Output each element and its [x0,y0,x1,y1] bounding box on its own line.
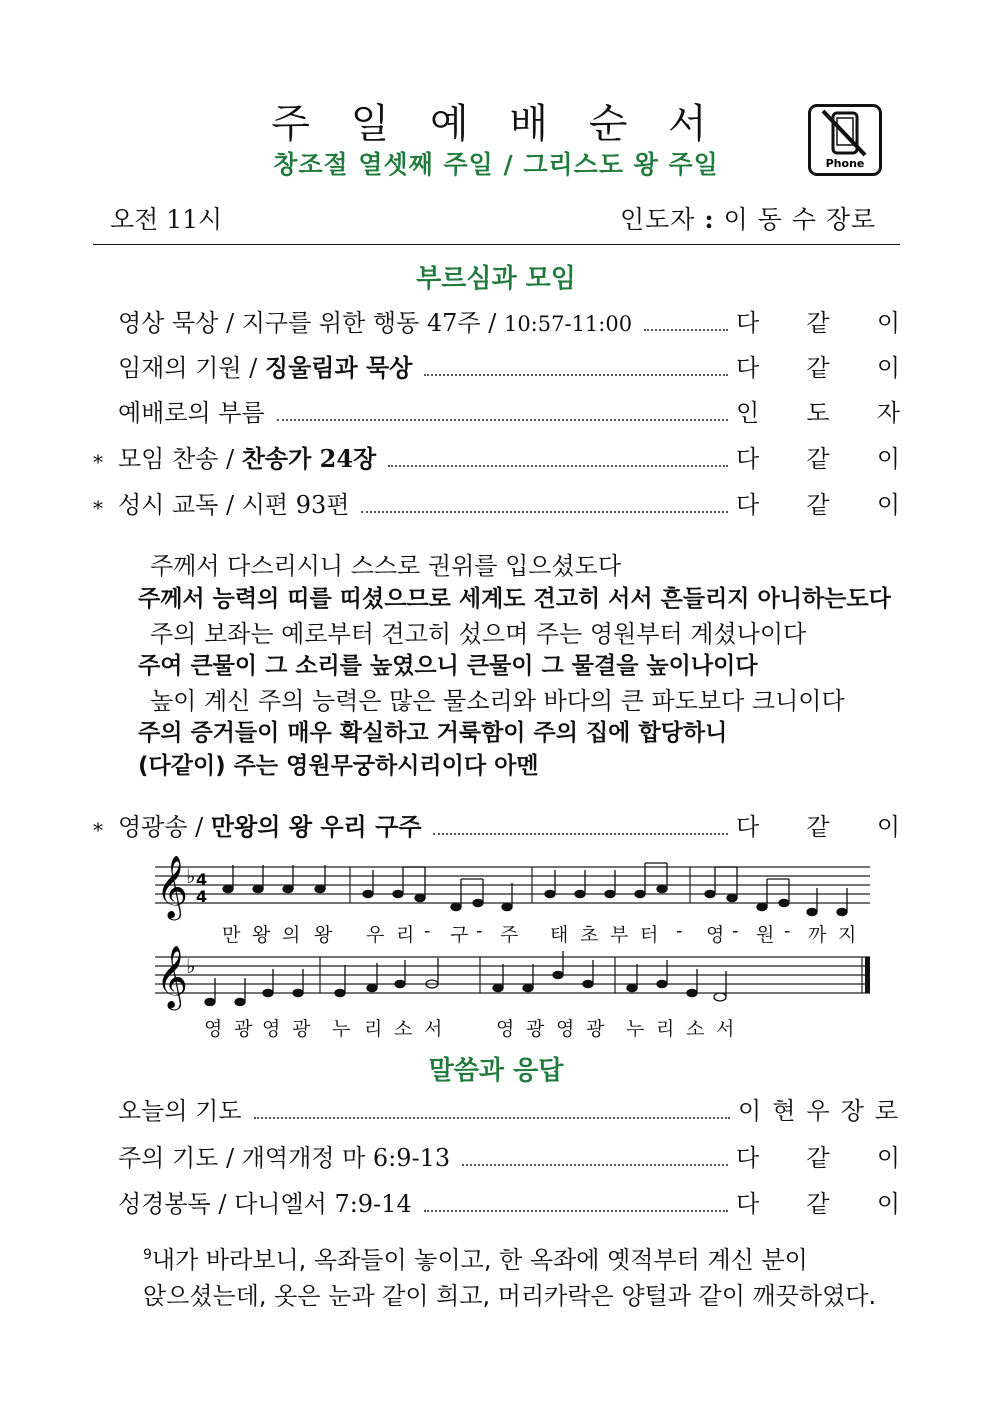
order-performer: 다 같 이 [736,813,900,841]
order-performer: 이 현 우 장 로 [738,1097,900,1125]
order-performer: 다 같 이 [736,491,900,519]
order-label: 성시 교독 / 시편 93편 [118,491,350,519]
order-performer: 다 같 이 [736,354,900,382]
leader-dots [433,833,728,835]
leader-name: 이 동 수 장로 [723,205,877,234]
order-performer: 다 같 이 [736,445,900,473]
score-lyrics-line-1: 만 왕 의 왕 우 리 - 구 - 주 태 초 부 터 - 영 - 원 - 까 지 [222,920,857,946]
leader-dots [424,374,728,376]
treble-clef-icon: 𝄞 [156,855,188,918]
order-star: * [93,818,103,842]
section-heading-word: 말씀과 응답 [428,1056,564,1086]
order-label: 예배로의 부름 [118,399,265,427]
leader-dots [254,1117,730,1119]
time-signature-bottom: 4 [196,887,208,906]
leader-dots [424,1210,728,1212]
order-label: 영광송 / [118,813,211,841]
order-label: 주의 기도 / 개역개정 마 6:9-13 [118,1144,451,1172]
order-label: 모임 찬송 / [118,445,242,473]
order-item-meditation [93,302,900,338]
psalm-line-lead: 주께서 다스리시니 스스로 권위를 입으셨도다 [150,552,622,580]
order-performer: 인 도 자 [736,399,900,427]
order-performer: 다 같 이 [736,1144,900,1172]
phone-icon-label: Phone [825,157,865,170]
no-phone-icon [808,104,882,176]
leader-dots [644,329,728,331]
header-divider [93,244,900,245]
leader-dots [277,419,728,421]
time-signature-top: 4 [196,870,208,889]
order-item-prayer [93,1090,900,1126]
leader-dots [462,1164,728,1166]
order-label-bold: 찬송가 24장 [241,444,377,473]
order-label: 영상 묵상 / 지구를 위한 행동 47주 / [118,309,504,337]
leader-colon: : [704,205,715,234]
leader-dots [388,465,728,467]
order-item-psalm-reading [93,484,900,520]
order-performer: 다 같 이 [736,309,900,337]
order-item-call-to-worship [93,392,900,428]
psalm-line-response: (다같이) 주는 영원무궁하시리이다 아멘 [138,753,539,779]
leader-label: 인도자 [620,205,696,234]
flat-icon: ♭ [186,864,196,888]
leader-dots [361,511,728,513]
flat-icon: ♭ [186,954,196,978]
service-time: 오전 11시 [110,205,223,234]
psalm-line-response: 주여 큰물이 그 소리를 높였으니 큰물이 그 물결을 높이나이다 [138,653,758,679]
treble-clef-icon: 𝄞 [156,945,188,1008]
order-label-bold: 만왕의 왕 우리 구주 [210,812,422,841]
page-title: 주 일 예 배 순 서 [271,101,721,147]
order-label-bold: 징울림과 묵상 [264,353,413,382]
verse-number: 9 [143,1247,152,1263]
score-lyrics-line-2: 영 광 영 광 누 리 소 서 영 광 영 광 누 리 소 서 [204,1018,735,1040]
service-leader [620,200,876,236]
order-star: * [93,450,103,474]
order-item-scripture-reading [93,1183,900,1219]
order-label: 성경봉독 / 다니엘서 7:9-14 [118,1190,412,1218]
scripture-line-2: 앉으셨는데, 옷은 눈과 같이 희고, 머리카락은 양털과 같이 깨끗하였다. [143,1282,877,1310]
order-performer: 다 같 이 [736,1190,900,1218]
psalm-line-lead: 주의 보좌는 예로부터 견고히 섰으며 주는 영원부터 계셨나이다 [150,620,807,648]
order-item-lords-prayer [93,1137,900,1173]
psalm-line-lead: 높이 계신 주의 능력은 많은 물소리와 바다의 큰 파도보다 크니이다 [150,687,845,715]
order-star: * [93,496,103,520]
order-label: 오늘의 기도 [118,1097,242,1125]
section-heading-gathering: 부르심과 모임 [416,264,576,294]
order-item-hymn [93,438,900,474]
scripture-line-1: $^9$내가 바라보니, 옥좌들이 놓이고, 한 옥좌에 옛적부터 계신 분이 [143,1246,808,1274]
order-label: 임재의 기원 / [118,354,265,382]
psalm-line-response: 주께서 능력의 띠를 띠셨으므로 세계도 견고히 서서 흔들리지 아니하는도다 [138,586,891,612]
order-time: 10:57-11:00 [503,312,633,336]
page-subtitle: 창조절 열셋째 주일 / 그리스도 왕 주일 [273,150,719,179]
order-item-doxology [93,806,900,842]
psalm-line-response: 주의 증거들이 매우 확실하고 거룩함이 주의 집에 합당하니 [138,720,728,746]
order-item-invocation [93,347,900,383]
